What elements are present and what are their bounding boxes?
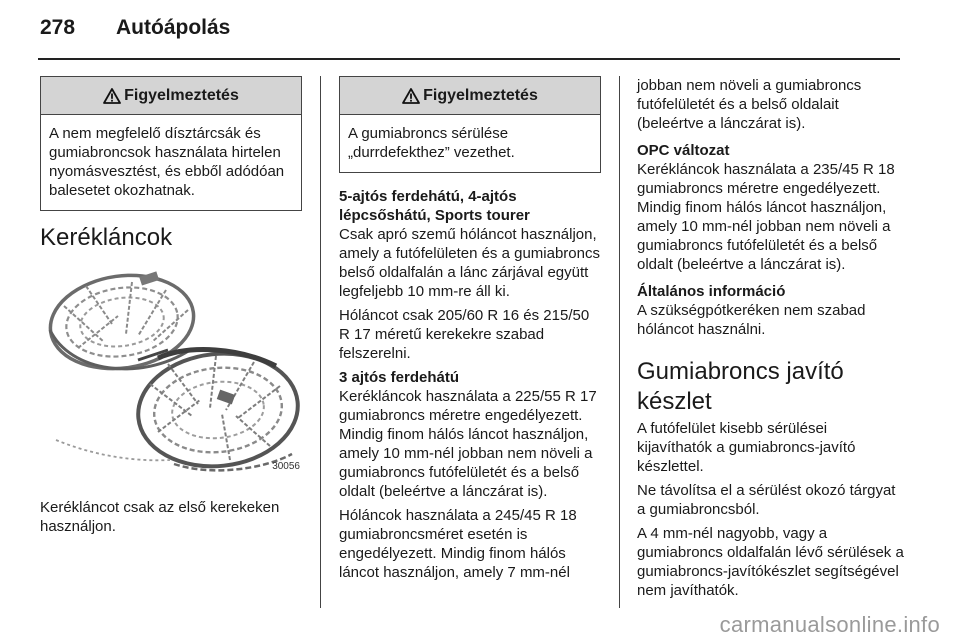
warning-text: A nem megfelelő dísztárcsák és gumiabroncsok használata hirtelen nyomásvesztést, és ebből adódóan balesetet okozhatnak. (49, 125, 285, 199)
figure-number: 30056 (272, 461, 300, 472)
page-header (40, 16, 230, 46)
column-divider-1 (320, 76, 321, 608)
paragraph: Kerékláncok használata a 225/55 R 17 gumiabroncs méretre engedélyezett. Mindig finom hálós láncot használjon, amely 10 mm-nél jobban nem növeli a gumiabroncs futófelületét és a belső oldalt (beleértve a lánczárat is). (339, 388, 597, 500)
column-1 (40, 76, 302, 541)
figure-caption: Kerékláncot csak az első kerekeken használjon. (40, 499, 280, 535)
paragraph: A szükségpótkeréken nem szabad hóláncot használni. (637, 302, 866, 338)
page-title: Autóápolás (116, 16, 231, 39)
paragraph: A futófelület kisebb sérülései kijavíthatók a gumiabroncs-javító készlettel. (637, 420, 856, 475)
warning-text: A gumiabroncs sérülése „durrdefekthez” vezethet. (348, 125, 515, 161)
column-2 (339, 76, 601, 587)
subheading-general-info: Általános információ (637, 283, 786, 300)
warning-box (40, 76, 302, 211)
subheading-3-door: 3 ajtós ferdehátú (339, 369, 460, 386)
paragraph: Kerékláncok használata a 235/45 R 18 gumiabroncs méretre engedélyezett. Mindig finom hálós láncot használjon, amely 10 mm-nél jobban nem növeli a gumiabroncs futófelületét és a belső oldalt (beleértve a lánczárat is). (637, 161, 895, 273)
paragraph: Csak apró szemű hóláncot használjon, amely a futófelületen és a gumiabroncs belső oldalfalán a lánc zárjával együtt legfeljebb 10 mm-re áll ki. (339, 226, 600, 300)
snow-chain-figure (40, 264, 302, 478)
paragraph: Ne távolítsa el a sérülést okozó tárgyat a gumiabroncsból. (637, 482, 896, 518)
section-heading-snow-chains: Kerékláncok (40, 224, 173, 251)
paragraph: Hóláncot csak 205/60 R 16 és 215/50 R 17 méretű kerekekre szabad felszerelni. (339, 307, 590, 362)
column-3 (637, 76, 905, 605)
paragraph: A 4 mm-nél nagyobb, vagy a gumiabroncs oldalfalán lévő sérülések a gumiabroncs-javítókészlet segítségével nem javíthatók. (637, 525, 904, 599)
warning-title: Figyelmeztetés (124, 87, 239, 104)
section-heading-repair-kit: Gumiabroncs javító készlet (637, 358, 844, 415)
header-rule (38, 58, 900, 60)
warning-triangle-icon (402, 88, 420, 104)
warning-header (41, 77, 301, 115)
warning-box (339, 76, 601, 173)
column-divider-2 (619, 76, 620, 608)
snow-chain-illustration (40, 264, 302, 478)
paragraph: Hóláncok használata a 245/45 R 18 gumiabroncsméret esetén is engedélyezett. Mindig finom hálós láncot használjon, amely 7 mm-nél (339, 507, 577, 581)
subheading-5-door: 5-ajtós ferdehátú, 4-ajtós lépcsőshátú, Sports tourer (339, 188, 530, 224)
page-number: 278 (40, 16, 76, 39)
warning-header (340, 77, 600, 115)
paragraph: jobban nem növeli a gumiabroncs futófelületét és a belső oldalait (beleértve a lánczárat is). (637, 77, 862, 132)
subheading-opc: OPC változat (637, 142, 730, 159)
watermark: carmanualsonline.info (719, 612, 940, 637)
warning-triangle-icon (103, 88, 121, 104)
warning-title: Figyelmeztetés (423, 87, 538, 104)
